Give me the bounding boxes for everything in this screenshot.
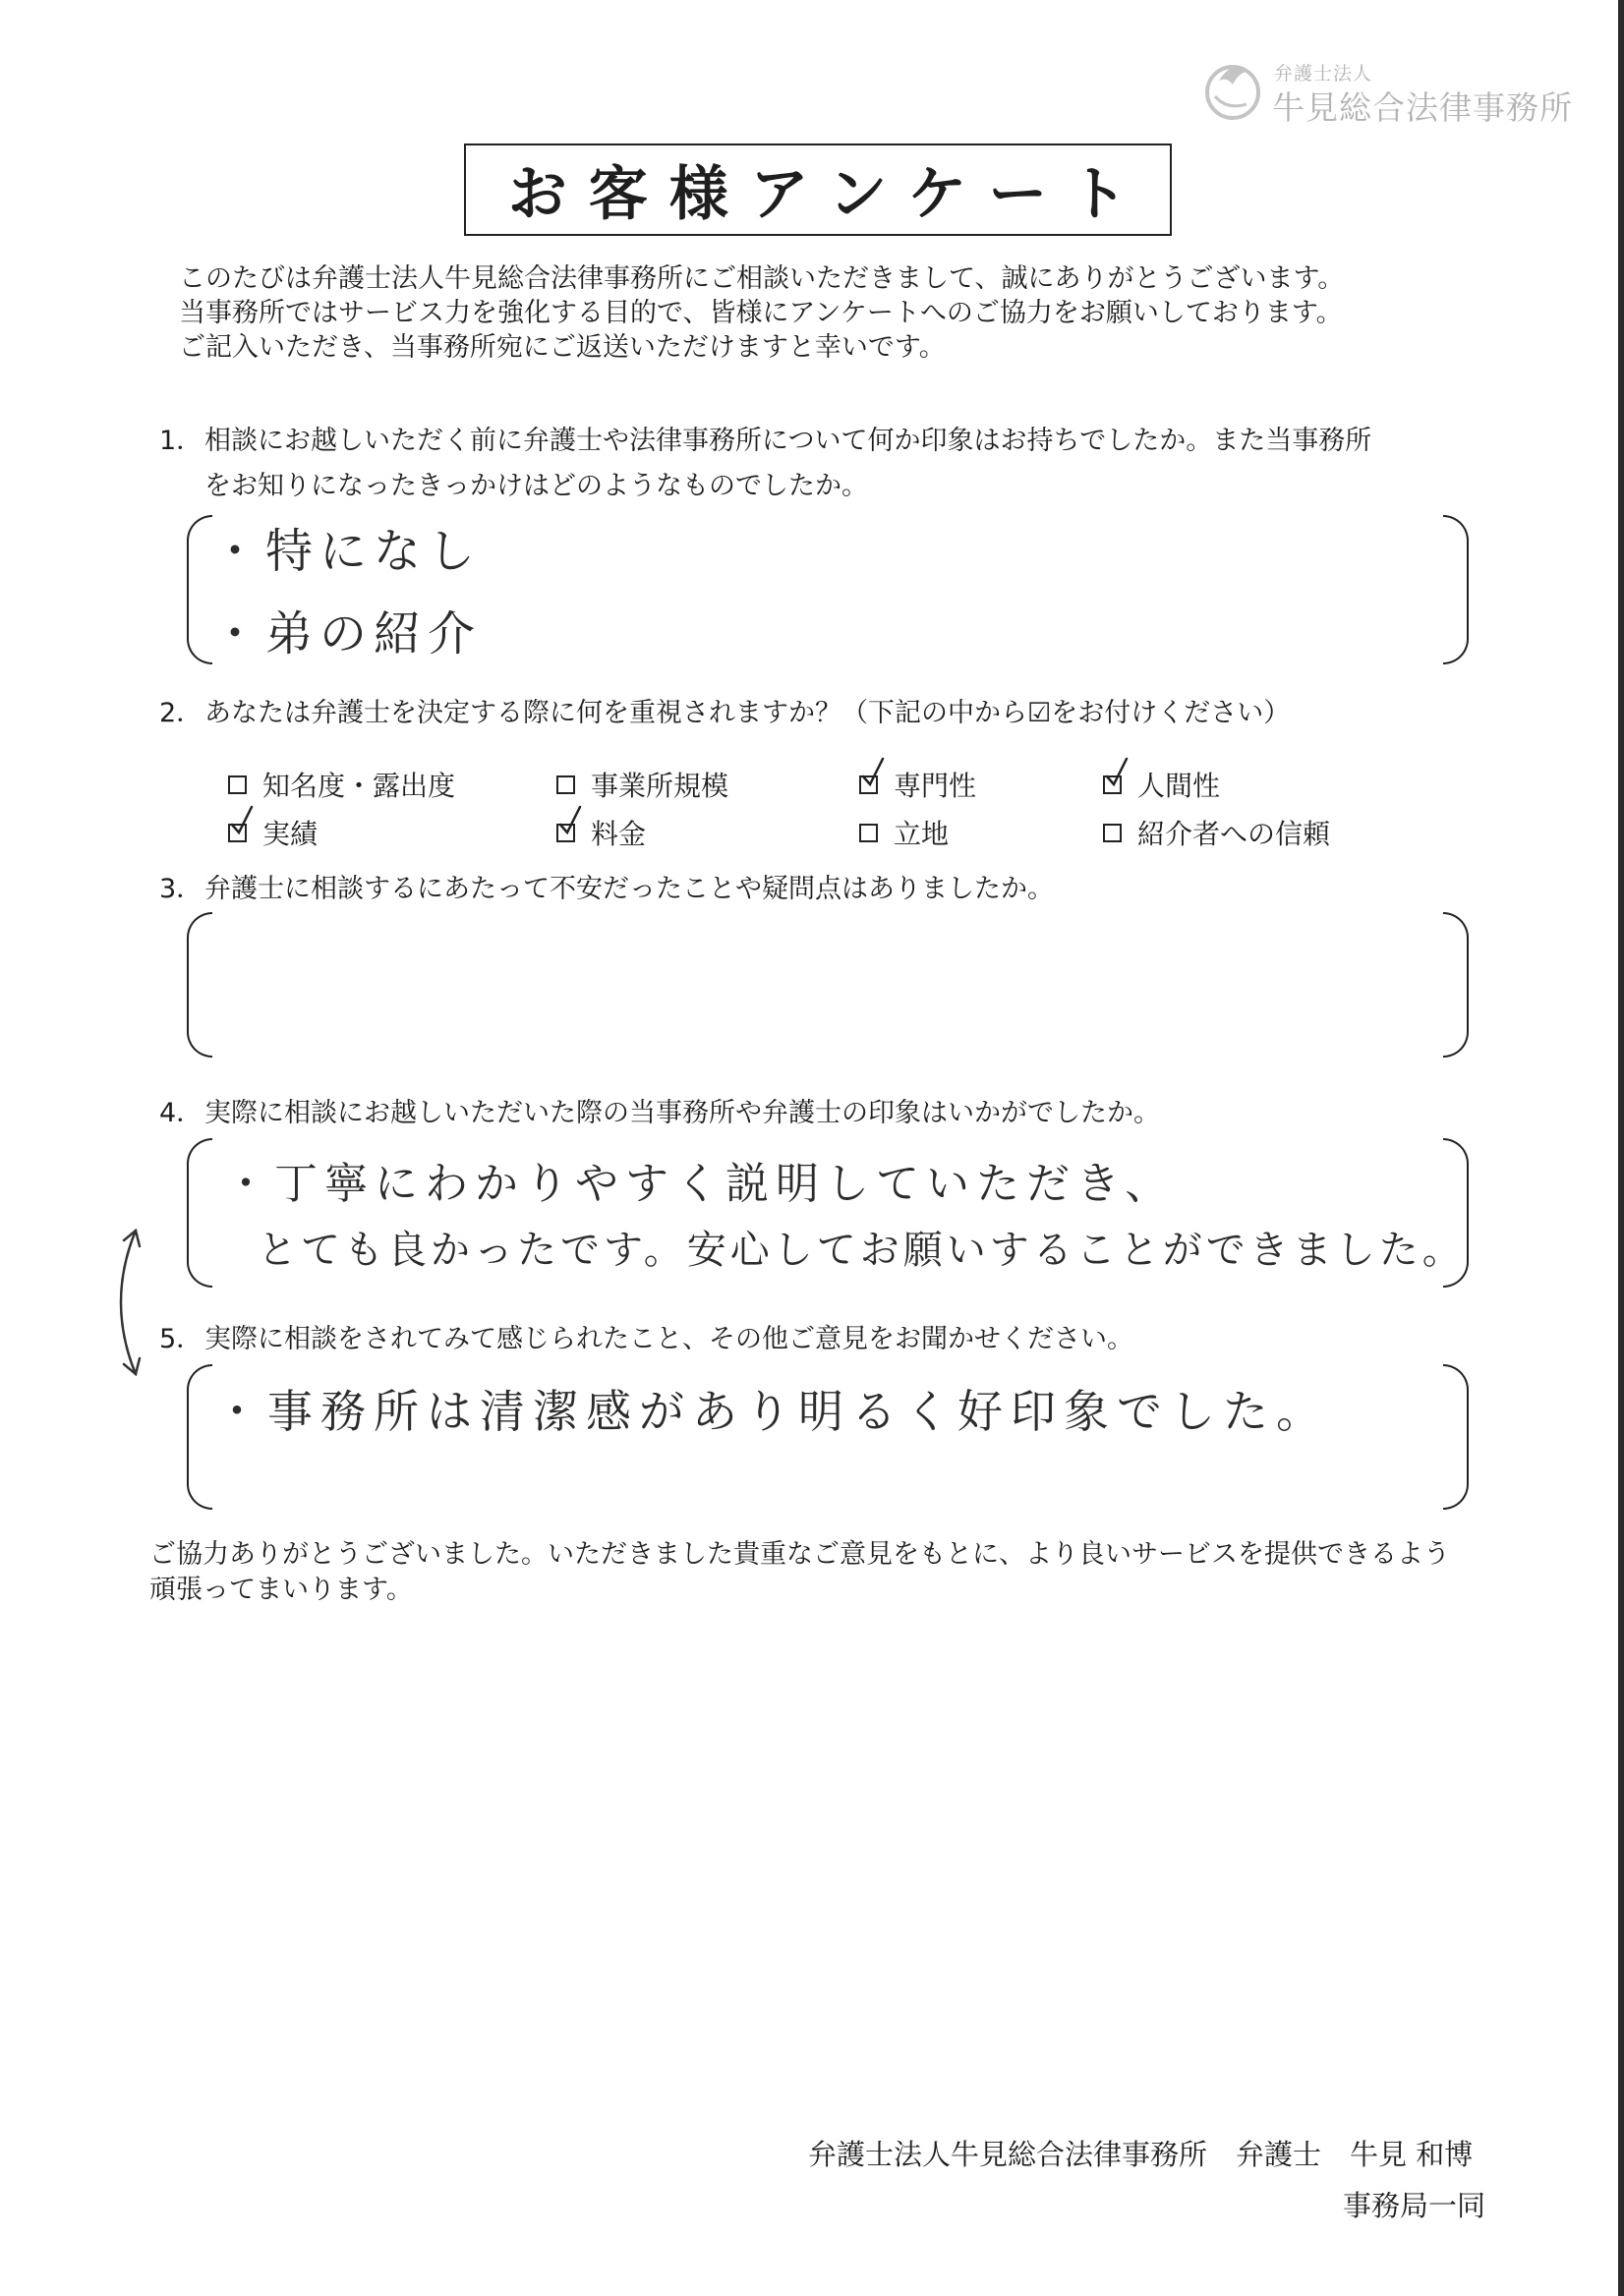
intro-line: 当事務所ではサービス力を強化する目的で、皆様にアンケートへのご協力をお願いしております。	[179, 298, 1343, 328]
question-number: 3．	[159, 874, 203, 904]
option-label: 実績	[262, 818, 319, 850]
q4-answer-line[interactable]: とても良かったです。安心してお願いすることができました。	[258, 1228, 1466, 1273]
intro-line: ご記入いただき、当事務所宛にご返送いただけますと幸いです。	[179, 332, 946, 363]
question-text: あなたは弁護士を決定する際に何を重視されますか？（下記の中から☑をお付けください）	[204, 698, 1291, 728]
question-text: をお知りになったきっかけはどのようなものでしたか。	[204, 471, 868, 501]
option-label: 立地	[894, 818, 950, 850]
option-label: 事業所規模	[591, 770, 729, 802]
question-text: 相談にお越しいただく前に弁護士や法律事務所について何か印象はお持ちでしたか。また当事務所	[204, 426, 1372, 456]
signature-firm: 弁護士法人牛見総合法律事務所 弁護士 牛見 和博	[808, 2138, 1474, 2171]
closing-line: ご協力ありがとうございました。いただきました貴重なご意見をもとに、より良いサービスを提供できるよう	[149, 1539, 1450, 1570]
question-number: 1．	[159, 426, 203, 456]
question-number: 2．	[159, 698, 203, 728]
q1-answer-line[interactable]: ・特になし	[211, 524, 483, 579]
question-text: 実際に相談をされてみて感じられたこと、その他ご意見をお聞かせください。	[204, 1324, 1133, 1354]
question-number: 5．	[159, 1324, 203, 1354]
signature-office: 事務局一同	[1343, 2189, 1486, 2222]
question-text: 実際に相談にお越しいただいた際の当事務所や弁護士の印象はいかがでしたか。	[204, 1098, 1160, 1128]
option-label: 料金	[591, 818, 647, 850]
option-label: 人間性	[1137, 770, 1221, 802]
closing-line: 頑張ってまいります。	[149, 1575, 413, 1605]
survey-title: お客様アンケート	[507, 160, 1150, 229]
q5-answer-line[interactable]: ・事務所は清潔感があり明るく好印象でした。	[214, 1385, 1329, 1438]
curved-arrow-icon	[121, 1231, 140, 1374]
option-label: 知名度・露出度	[262, 770, 456, 802]
option-label: 紹介者への信頼	[1137, 818, 1331, 850]
option-label: 専門性	[894, 770, 977, 802]
q1-answer-line[interactable]: ・弟の紹介	[211, 606, 483, 661]
intro-line: このたびは弁護士法人牛見総合法律事務所にご相談いただきまして、誠にありがとうございます。	[179, 263, 1345, 294]
logo-firm-name: 牛見総合法律事務所	[1272, 88, 1573, 127]
check-mark-icon	[232, 759, 1127, 832]
closing-text	[149, 1537, 1450, 1608]
question-text: 弁護士に相談するにあたって不安だったことや疑問点はありましたか。	[204, 874, 1054, 904]
q4-answer-line[interactable]: ・丁寧にわかりやすく説明していただき、	[224, 1159, 1176, 1209]
question-number: 4．	[159, 1098, 203, 1128]
logo-subtitle: 弁護士法人	[1274, 63, 1373, 85]
